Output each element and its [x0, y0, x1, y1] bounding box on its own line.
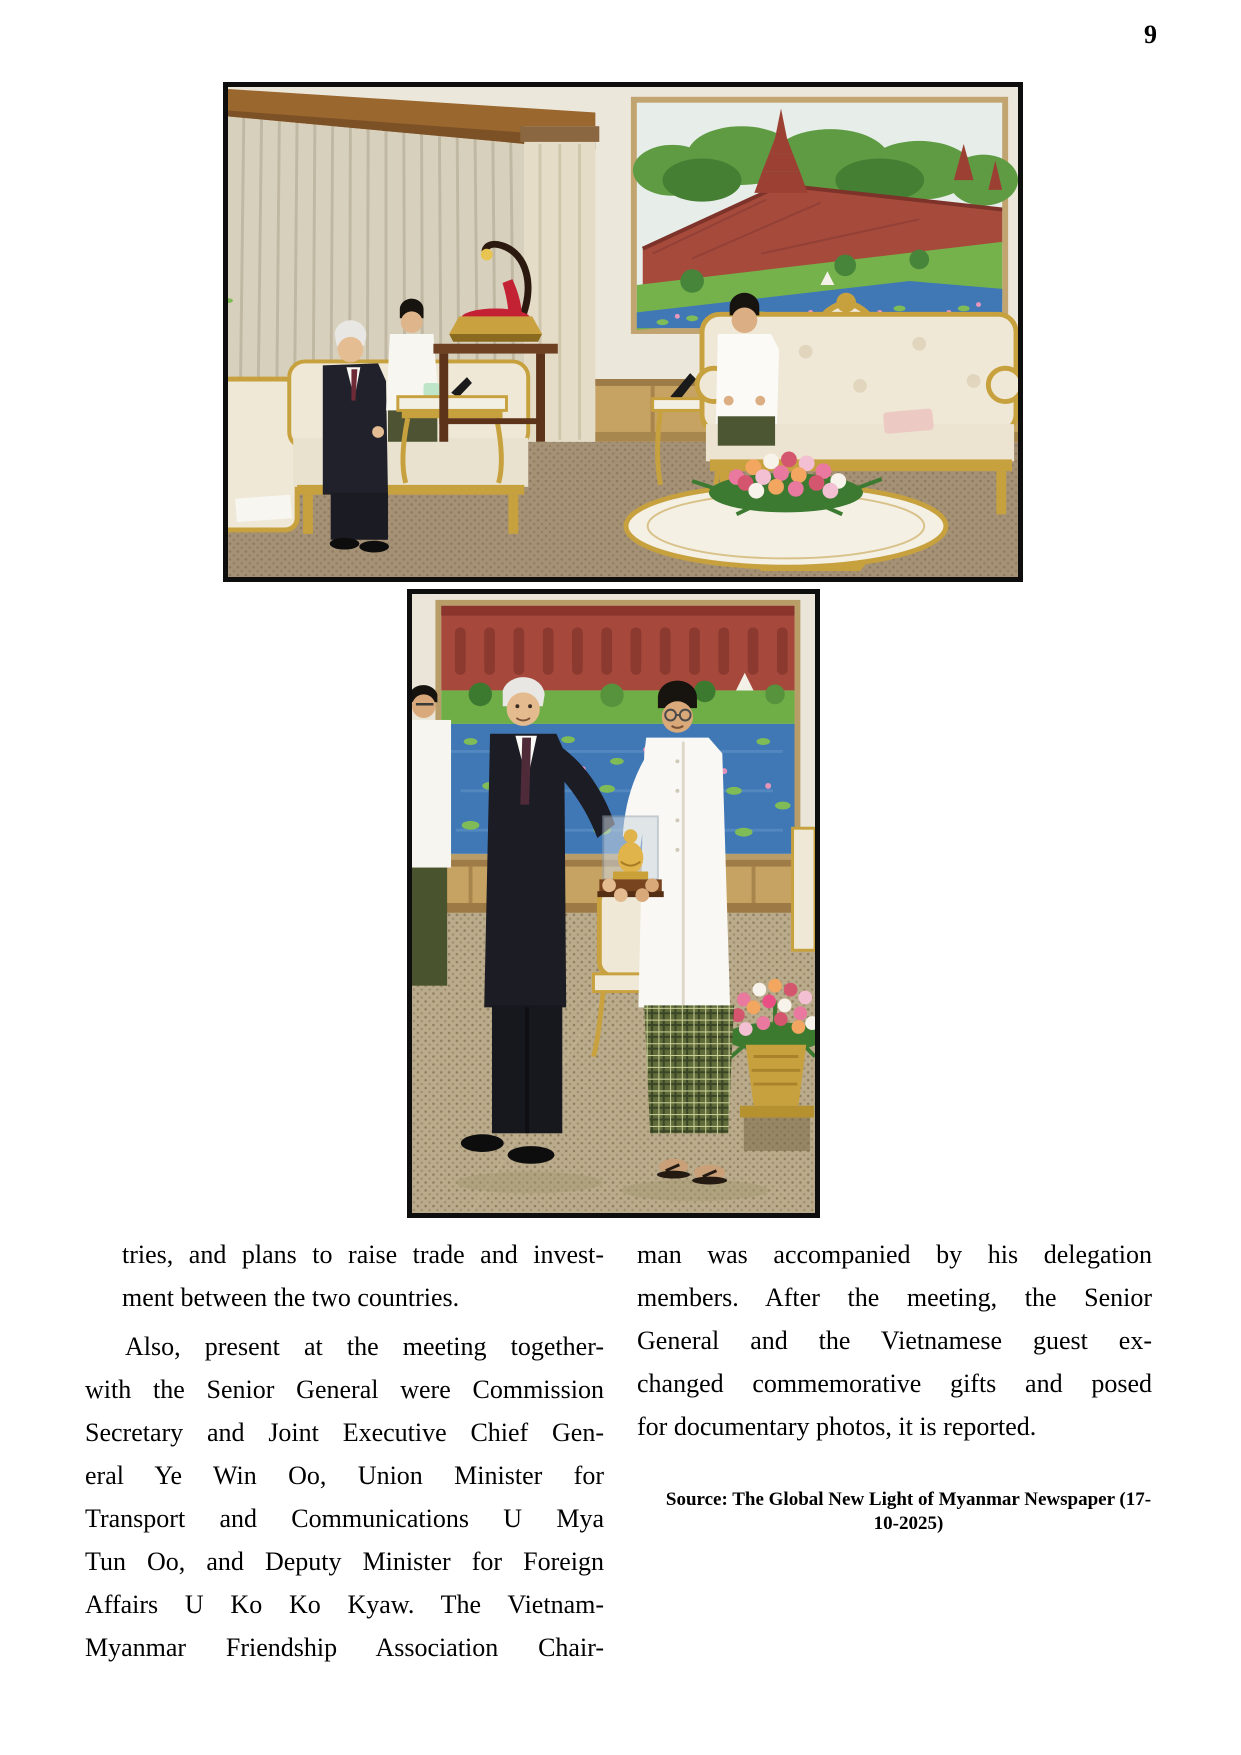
page-number: 9	[1144, 20, 1157, 49]
text-line: man was accompanied by his delegation	[637, 1240, 1152, 1269]
papers	[235, 495, 292, 522]
left-armchair	[228, 379, 297, 530]
text-line: Affairs U Ko Ko Kyaw. The Vietnam-	[85, 1590, 604, 1619]
photo-gift-exchange	[407, 589, 820, 1218]
chairman-hand	[614, 888, 628, 902]
text-line: ment between the two countries.	[122, 1283, 460, 1312]
text-line: Also, present at the meeting together-	[125, 1332, 604, 1361]
gift-exchange-illustration	[412, 594, 815, 1213]
text-line: tries, and plans to raise trade and invest-	[122, 1240, 604, 1269]
text-line: Transport and Communications U Mya	[85, 1504, 604, 1533]
chairman-hand	[602, 878, 616, 892]
text-line: changed commemorative gifts and posed	[637, 1369, 1152, 1398]
green-cup	[424, 383, 440, 397]
gift-box	[597, 816, 663, 902]
photo-meeting-room-overview	[223, 82, 1023, 582]
senior-general-hand	[635, 888, 649, 902]
pink-folder	[883, 408, 934, 434]
cream-chair	[793, 828, 815, 950]
painting-red-wall	[441, 606, 794, 691]
text-line: General and the Vietnamese guest ex-	[637, 1326, 1152, 1355]
text-line: with the Senior General were Commission	[85, 1375, 604, 1404]
text-line: Secretary and Joint Executive Chief Gen-	[85, 1418, 604, 1447]
paragraph-attendees	[85, 1325, 604, 1669]
source-attribution: Source: The Global New Light of Myanmar Newspaper (17-10-2025)	[665, 1489, 1152, 1534]
text-line: eral Ye Win Oo, Union Minister for	[85, 1461, 604, 1490]
paragraph-trade-continued	[122, 1233, 604, 1319]
delegation-member-figure	[412, 685, 451, 986]
paragraph-gift-exchange	[637, 1233, 1152, 1448]
text-line: Tun Oo, and Deputy Minister for Foreign	[85, 1547, 604, 1576]
article-right-column	[637, 1233, 1152, 1536]
senior-general-hand	[645, 878, 659, 892]
text-line: Myanmar Friendship Association Chair-	[85, 1633, 604, 1662]
text-line: for documentary photos, it is reported.	[637, 1412, 1037, 1441]
article-left-column	[85, 1233, 604, 1669]
meeting-room-illustration	[228, 87, 1018, 577]
text-line: members. After the meeting, the Senior	[637, 1283, 1152, 1312]
wall-pilaster	[520, 126, 599, 442]
